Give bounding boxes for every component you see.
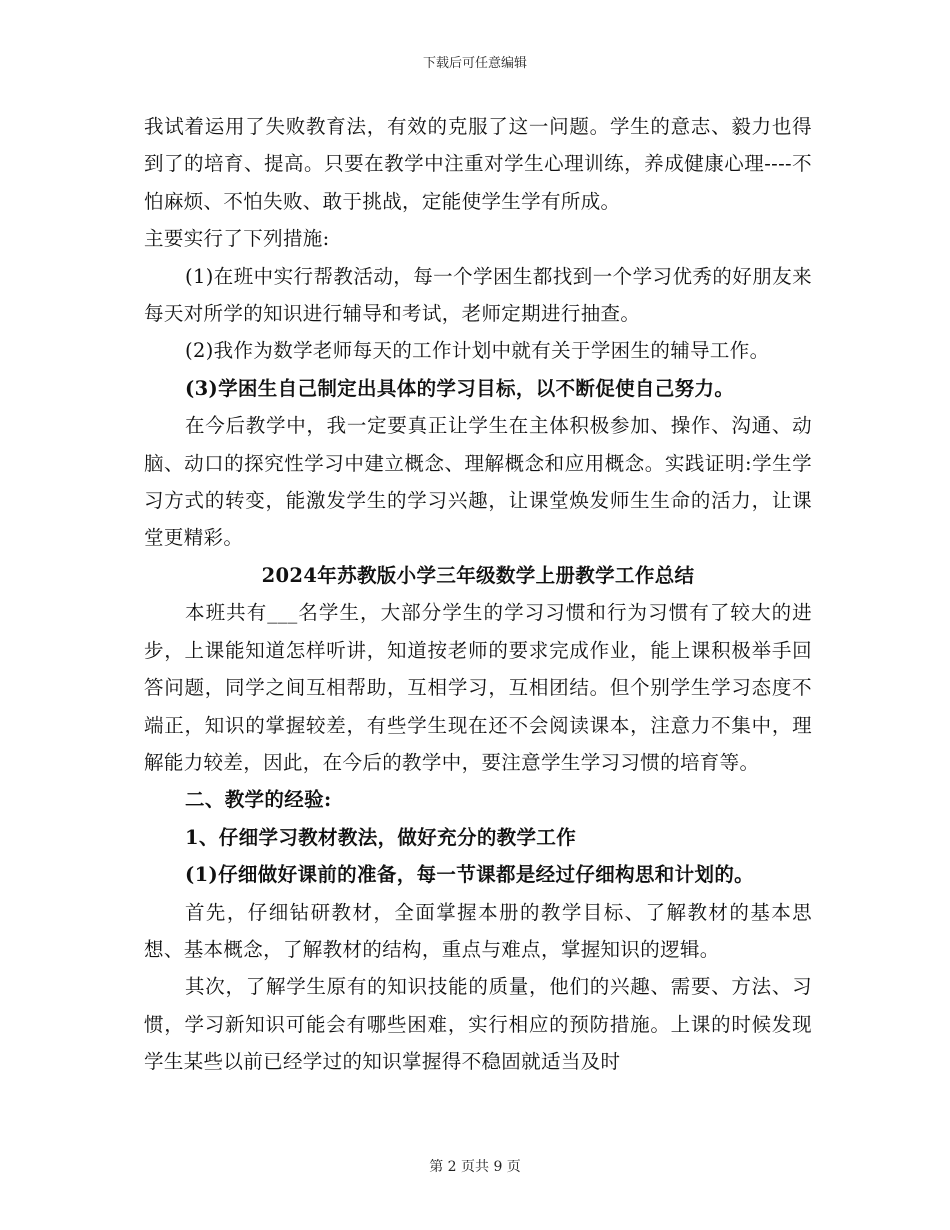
paragraph-1: 我试着运用了失败教育法，有效的克服了这一问题。学生的意志、毅力也得到了的培育、提高。只要在教学中注重对学生心理训练，养成健康心理----不怕麻烦、不怕失败、敢于挑战，定能使学生学有所成。 — [144, 115, 812, 213]
page-footer: 第 2 页共 9 页 — [429, 1159, 521, 1175]
section-title: 2024年苏教版小学三年级数学上册教学工作总结 — [261, 563, 695, 587]
paragraph-first: 首先，仔细钻研教材，全面掌握本册的教学目标、了解教材的基本思想、基本概念，了解教材的结构，重点与难点，掌握知识的逻辑。 — [144, 900, 812, 961]
heading-lesson-prep: (1)仔细做好课前的准备，每一节课都是经过仔细构思和计划的。 — [185, 863, 755, 887]
measure-2: (2)我作为数学老师每天的工作计划中就有关于学困生的辅导工作。 — [185, 339, 770, 363]
heading-study-materials: 1、仔细学习教材教法，做好充分的教学工作 — [185, 825, 577, 849]
page-header: 下载后可任意编辑 — [422, 56, 527, 71]
paragraph-2: 主要实行了下列措施: — [144, 227, 330, 251]
paragraph-second: 其次，了解学生原有的知识技能的质量，他们的兴趣、需要、方法、习惯，学习新知识可能会有哪些困难，实行相应的预防措施。上课的时候发现学生某些以前已经学过的知识掌握得不稳固就适当及时 — [144, 975, 812, 1074]
paragraph-future-teaching: 在今后教学中，我一定要真正让学生在主体积极参加、操作、沟通、动脑、动口的探究性学习中建立概念、理解概念和应用概念。实践证明:学生学习方式的转变，能激发学生的学习兴趣，让课堂焕发师生生命的活力，让课堂更精彩。 — [144, 414, 812, 550]
measure-1: (1)在班中实行帮教活动，每一个学困生都找到一个学习优秀的好朋友来每天对所学的知识进行辅导和考试，老师定期进行抽查。 — [144, 264, 812, 326]
measure-3: (3)学困生自己制定出具体的学习目标，以不断促使自己努力。 — [185, 376, 735, 400]
paragraph-class-overview: 本班共有___名学生，大部分学生的学习习惯和行为习惯有了较大的进步，上课能知道怎样听讲，知道按老师的要求完成作业，能上课积极举手回答问题，同学之间互相帮助，互相学习，互相团结。但个别学生学习态度不端正，知识的掌握较差，有些学生现在还不会阅读课本，注意力不集中，理解能力较差，因此，在今后的教学中，要注意学生学习习惯的培育等。 — [144, 601, 812, 774]
heading-experience: 二、教学的经验: — [185, 788, 332, 812]
document-body — [144, 108, 812, 1081]
